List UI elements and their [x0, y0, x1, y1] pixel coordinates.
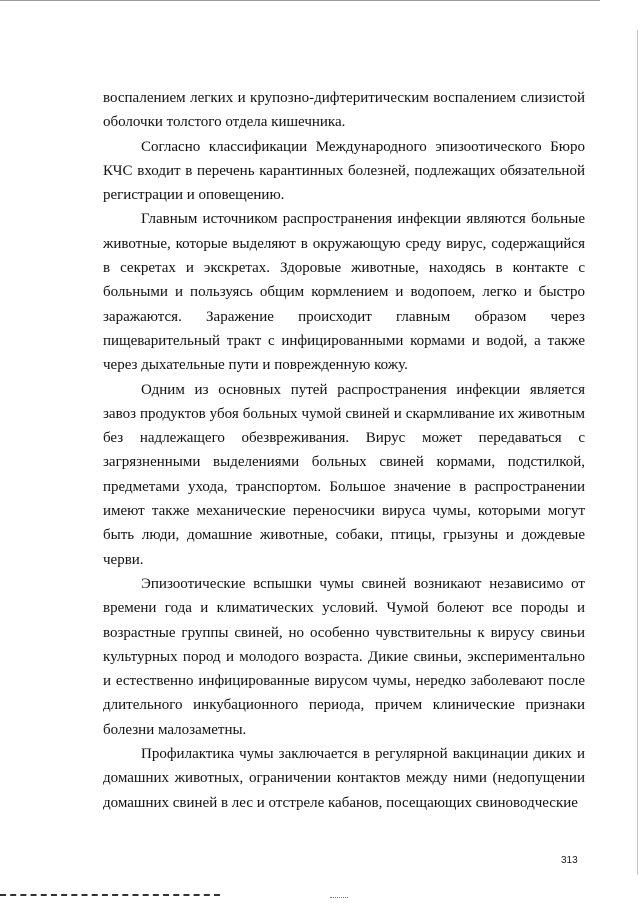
paragraph-1: воспалением легких и крупозно-дифтеритическим воспалением слизистой оболочки толстого отдела кишечника. [103, 90, 585, 131]
body-text [103, 86, 585, 815]
paragraph-2: Согласно классификации Международного эпизоотического Бюро КЧС входит в перечень карантинных болезней, подлежащих обязательной регистрации и оповещению. [103, 138, 585, 204]
paragraph-4: Одним из основных путей распространения инфекции является завоз продуктов убоя больных чумой свиней и скармливание их животным без надлежащего обезвреживания. Вирус может передаваться с загрязненными выделениями больных свиней кормами, подстилкой, предметами ухода, транспортом. Большое значение в распространении имеют также механические переносчики вируса чумы, которыми могут быть люди, домашние животные, собаки, птицы, грызуны и дождевые черви. [103, 381, 585, 568]
paragraph-3: Главным источником распространения инфекции являются больные животные, которые выделяют в окружающую среду вирус, содержащийся в секретах и экскретах. Здоровые животные, находясь в контакте с больными и пользуясь общим кормлением и водопоем, легко и быстро заражаются. Заражение происходит главным образом через пищеварительный тракт с инфицированными кормами и водой, а также через дыхательные пути и поврежденную кожу. [103, 211, 585, 374]
scan-bottom-dots [330, 897, 348, 899]
scan-right-edge [637, 30, 638, 875]
paragraph-5: Эпизоотические вспышки чумы свиней возникают независимо от времени года и климатических условий. Чумой болеют все породы и возрастные группы свиней, но особенно чувствительны к вирусу свиньи культурных пород и молодого возраста. Дикие свиньи, экспериментально и естественно инфицированные вирусом чумы, нередко заболевают после длительного инкубационного периода, причем клинические признаки болезни малозаметны. [103, 575, 585, 738]
paragraph-6: Профилактика чумы заключается в регулярной вакцинации диких и домашних животных, ограничении контактов между ними (недопущении домашних свиней в лес и отстреле кабанов, посещающих свиноводческие [103, 746, 585, 811]
scan-top-border [0, 0, 600, 1]
page-number: 313 [561, 855, 578, 866]
scan-bottom-dashes [0, 894, 220, 898]
